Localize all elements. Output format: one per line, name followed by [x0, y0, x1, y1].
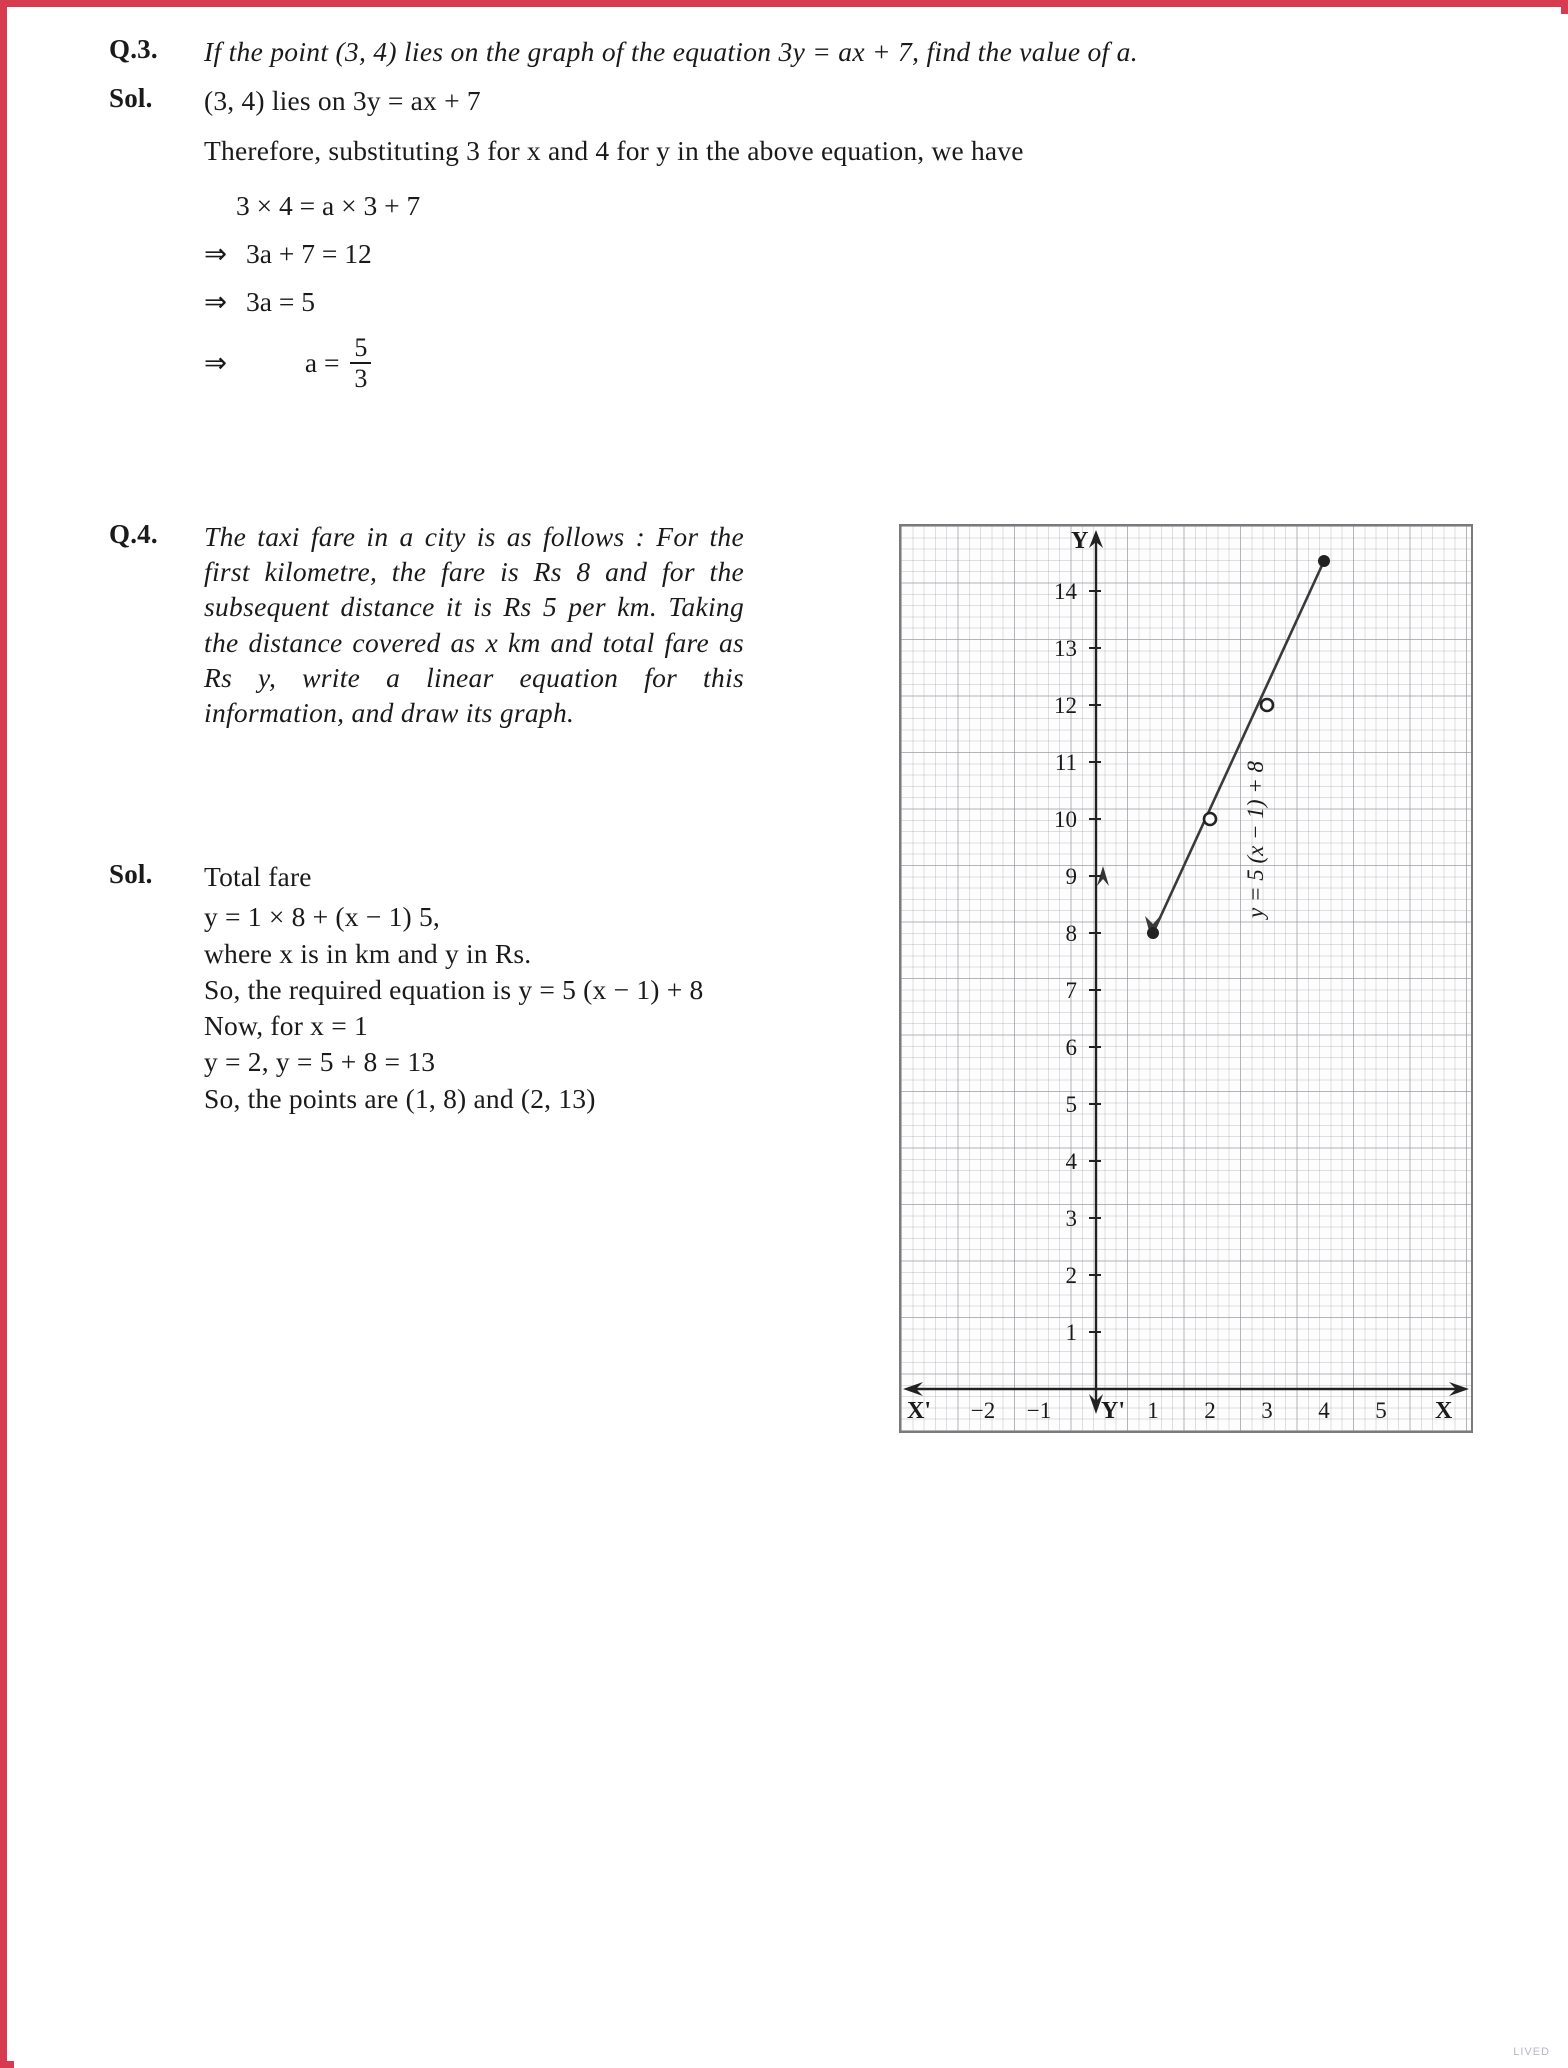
q4-sol-line-2: where x is in km and y in Rs.	[204, 937, 532, 969]
implies-icon: ⇒	[204, 347, 228, 379]
q4-sol-line-3: So, the required equation is y = 5 (x − 1) + 8	[204, 973, 704, 1005]
q3-sol-line-2: Therefore, substituting 3 for x and 4 for y in the above equation, we have	[204, 135, 1024, 167]
watermark-text: LIVED	[1513, 2046, 1550, 2058]
y-tick-label-7: 7	[1065, 978, 1077, 1003]
q3-question-row	[109, 34, 1359, 69]
y-tick-label-6: 6	[1065, 1035, 1077, 1060]
graph-svg	[901, 526, 1471, 1431]
line-equation-annotation: y = 5 (x − 1) + 8	[1243, 760, 1268, 918]
implies-icon: ⇒	[204, 285, 228, 317]
q4-sol-line-6: So, the points are (1, 8) and (2, 13)	[204, 1082, 596, 1114]
fraction-denominator: 3	[350, 362, 371, 392]
x-tick-label-4: 4	[1318, 1398, 1330, 1423]
x-tick-label-minus2: −2	[970, 1398, 996, 1423]
y-tick-label-12: 12	[1054, 693, 1077, 718]
q4-question-row	[109, 519, 749, 730]
q3-sol-label: Sol.	[109, 83, 153, 114]
x-tick-label-1: 1	[1147, 1398, 1159, 1423]
q3-question-text: If the point (3, 4) lies on the graph of the equation 3y = ax + 7, find the value of a.	[204, 36, 1138, 67]
q4-sol-line-0: Total fare	[204, 861, 312, 892]
y-tick-label-9: 9	[1065, 864, 1077, 889]
y-tick-label-3: 3	[1065, 1206, 1077, 1231]
x-axis-label: X	[1435, 1398, 1453, 1424]
q3-step-3-row	[204, 282, 1509, 322]
x-axis	[903, 1382, 1469, 1396]
q3-label: Q.3.	[109, 34, 158, 64]
x-tick-label-5: 5	[1375, 1398, 1387, 1423]
fraction-numerator: 5	[354, 333, 368, 363]
y-tick-label-4: 4	[1065, 1149, 1077, 1174]
x-tick-label-3: 3	[1261, 1398, 1273, 1423]
x-negative-axis-label: X'	[907, 1398, 931, 1424]
y-tick-label-14: 14	[1054, 579, 1077, 604]
q4-solution-row	[109, 859, 769, 895]
q4-sol-line-5: y = 2, y = 5 + 8 = 13	[204, 1046, 436, 1078]
q3-steps	[204, 186, 1509, 395]
graph-chart	[899, 524, 1473, 1433]
plotted-line	[1145, 561, 1324, 938]
q4-sol-label: Sol.	[109, 859, 153, 889]
q3-step-2: 3a + 7 = 12	[246, 237, 372, 269]
implies-icon: ⇒	[204, 237, 228, 269]
y-tick-label-2: 2	[1065, 1263, 1077, 1288]
x-tick-label-2: 2	[1204, 1398, 1216, 1423]
y-axis	[1089, 530, 1103, 1414]
y-tick-label-8: 8	[1065, 921, 1077, 946]
question-3-block	[109, 34, 1509, 394]
q3-step-4-row	[204, 333, 1509, 394]
question-4-block	[109, 519, 749, 734]
y-tick-label-13: 13	[1054, 636, 1077, 661]
y-tick-label-11: 11	[1054, 750, 1077, 775]
q3-sol-line-1: (3, 4) lies on 3y = ax + 7	[204, 85, 481, 117]
y-tick-label-1: 1	[1065, 1320, 1077, 1345]
question-4-solution	[109, 859, 769, 1117]
q3-step-4-lhs: a =	[304, 347, 340, 379]
q3-step-3: 3a = 5	[246, 285, 315, 317]
y-tick-label-5: 5	[1065, 1092, 1077, 1117]
x-tick-label-minus1: −1	[1026, 1398, 1052, 1423]
q4-sol-line-1: y = 1 × 8 + (x − 1) 5,	[204, 901, 441, 933]
y-axis-label: Y	[1071, 528, 1089, 554]
q4-label: Q.4.	[109, 519, 158, 549]
q3-solution-row	[109, 83, 1509, 119]
q3-step-2-row	[204, 234, 1509, 274]
page-canvas	[14, 14, 1568, 2068]
y-negative-axis-label: Y'	[1101, 1398, 1125, 1424]
y-tick-label-10: 10	[1054, 807, 1077, 832]
fraction-5-over-3	[350, 335, 371, 392]
q3-step-1: 3 × 4 = a × 3 + 7	[236, 189, 421, 221]
q4-question-text: The taxi fare in a city is as follows : For the first kilometre, the fare is Rs 8 and for the subsequent distance it is Rs 5 per km. Taking the distance covered as x km and total fare as Rs y, write a linear equation for this information, and draw its graph.	[204, 521, 744, 728]
q4-sol-line-4: Now, for x = 1	[204, 1010, 368, 1042]
